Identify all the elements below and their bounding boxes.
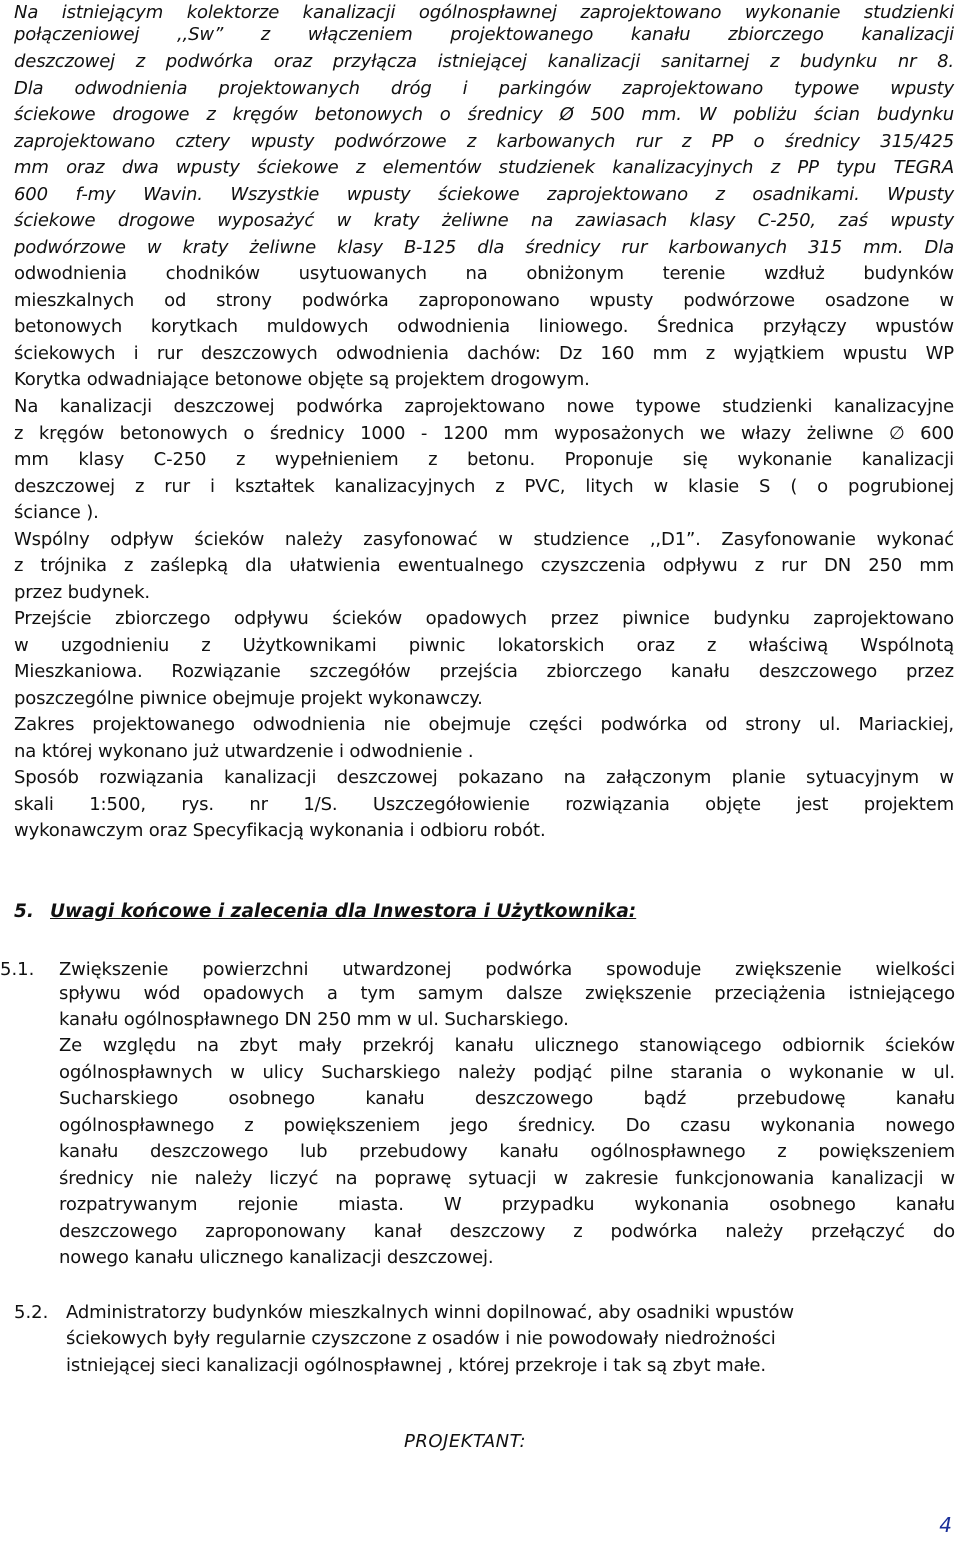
page-number: 4: [939, 1513, 952, 1537]
text-line: Zakres projektowanego odwodnienia nie obejmuje części podwórka od strony ul. Mariackiej,: [14, 714, 954, 735]
text-line: kanału ogólnospławnego DN 250 mm w ul. Sucharskiego.: [59, 1009, 569, 1030]
text-line: deszczowej z podwórka oraz przyłącza istniejącej kanalizacji sanitarnej z budynku nr 8.: [14, 51, 954, 72]
text-line: przez budynek.: [14, 582, 150, 603]
text-line: Wspólny odpływ ścieków należy zasyfonować w studzience ,,D1”. Zasyfonowanie wykonać: [14, 529, 954, 550]
text-line: poszczególne piwnice obejmuje projekt wykonawczy.: [14, 688, 483, 709]
text-line: odwodnienia chodników usytuowanych na obniżonym terenie wzdłuż budynków: [14, 263, 954, 284]
item-number-5-2: 5.2.: [14, 1302, 49, 1323]
text-line: mm klasy C-250 z wypełnieniem z betonu. Proponuje się wykonanie kanalizacji: [14, 449, 954, 470]
text-line: betonowych korytkach muldowych odwodnienia liniowego. Średnica przyłączy wpustów: [14, 316, 954, 337]
signature-label: PROJEKTANT:: [404, 1431, 527, 1452]
text-line: ściance ).: [14, 502, 99, 523]
text-line: Zwiększenie powierzchni utwardzonej podwórka spowoduje zwiększenie wielkości: [59, 959, 955, 980]
text-line: z trójnika z zaślepką dla ułatwienia ewentualnego czyszczenia odpływu z rur DN 250 mm: [14, 555, 954, 576]
text-line: 600 f-my Wavin. Wszystkie wpusty ściekowe zaprojektowano z osadnikami. Wpusty: [14, 184, 954, 205]
text-line: Mieszkaniowa. Rozwiązanie szczegółów przejścia zbiorczego kanału deszczowego przez: [14, 661, 954, 682]
text-line: ściekowych i rur deszczowych odwodnienia dachów: Dz 160 mm z wyjątkiem wpustu WP: [14, 343, 954, 364]
text-line: Ze względu na zbyt mały przekrój kanału ulicznego stanowiącego odbiornik ścieków: [59, 1035, 955, 1056]
section-number: 5.: [14, 901, 34, 922]
text-line: deszczowego zaproponowany kanał deszczowy z podwórka należy przełączyć do: [59, 1221, 955, 1242]
section-title: Uwagi końcowe i zalecenia dla Inwestora i Użytkownika:: [50, 901, 637, 922]
text-line: zaprojektowano cztery wpusty podwórzowe z karbowanych rur z PP o średnicy 315/425: [14, 131, 954, 152]
text-line: mieszkalnych od strony podwórka zaproponowano wpusty podwórzowe osadzone w: [14, 290, 954, 311]
text-line: skali 1:500, rys. nr 1/S. Uszczegółowienie rozwiązania objęte jest projektem: [14, 794, 954, 815]
text-line: ogólnospławnych w ulicy Sucharskiego należy podjąć pilne starania o wykonanie w ul.: [59, 1062, 955, 1083]
text-line: Sucharskiego osobnego kanału deszczowego bądź przebudowę kanału: [59, 1088, 955, 1109]
text-line: spływu wód opadowych a tym samym dalsze zwiększenie przeciążenia istniejącego: [59, 983, 955, 1004]
text-line: podwórzowe w kraty żeliwne klasy B-125 dla średnicy rur karbowanych 315 mm. Dla: [14, 237, 954, 258]
text-line: połączeniowej ,,Sw” z włączeniem projektowanego kanału zbiorczego kanalizacji: [14, 24, 954, 45]
text-line: ściekowe drogowe z kręgów betonowych o średnicy Ø 500 mm. W pobliżu ścian budynku: [14, 104, 954, 125]
text-line: Na kanalizacji deszczowej podwórka zaprojektowano nowe typowe studzienki kanalizacyjne: [14, 396, 954, 417]
text-line: deszczowej z rur i kształtek kanalizacyjnych z PVC, litych w klasie S ( o pogrubionej: [14, 476, 954, 497]
text-line: Sposób rozwiązania kanalizacji deszczowej pokazano na załączonym planie sytuacyjnym w: [14, 767, 954, 788]
text-line: nowego kanału ulicznego kanalizacji deszczowej.: [59, 1247, 494, 1268]
text-line: na której wykonano już utwardzenie i odwodnienie .: [14, 741, 474, 762]
text-line: ściekowe drogowe wyposażyć w kraty żeliwne na zawiasach klasy C-250, zaś wpusty: [14, 210, 954, 231]
text-line: z kręgów betonowych o średnicy 1000 - 1200 mm wyposażonych we włazy żeliwne ∅ 600: [14, 423, 954, 444]
text-line: Dla odwodnienia projektowanych dróg i parkingów zaprojektowano typowe wpusty: [14, 78, 954, 99]
text-line: Przejście zbiorczego odpływu ścieków opadowych przez piwnice budynku zaprojektowano: [14, 608, 954, 629]
text-line: Na istniejącym kolektorze kanalizacji ogólnospławnej zaprojektowano wykonanie studzienki: [14, 2, 954, 23]
text-line: w uzgodnieniu z Użytkownikami piwnic lokatorskich oraz z właściwą Wspólnotą: [14, 635, 954, 656]
text-line: średnicy nie należy liczyć na poprawę sytuacji w zakresie funkcjonowania kanalizacji w: [59, 1168, 955, 1189]
text-line: Administratorzy budynków mieszkalnych winni dopilnować, aby osadniki wpustów: [66, 1302, 794, 1323]
section-heading: [14, 901, 636, 922]
text-line: ściekowych były regularnie czyszczone z osadów i nie powodowały niedrożności: [66, 1328, 776, 1349]
text-line: wykonawczym oraz Specyfikacją wykonania i odbioru robót.: [14, 820, 546, 841]
item-number-5-1: 5.1.: [0, 959, 35, 980]
text-line: rozpatrywanym rejonie miasta. W przypadku wykonania osobnego kanału: [59, 1194, 955, 1215]
text-line: Korytka odwadniające betonowe objęte są projektem drogowym.: [14, 369, 590, 390]
text-line: ogólnospławnego z powiększeniem jego średnicy. Do czasu wykonania nowego: [59, 1115, 955, 1136]
text-line: istniejącej sieci kanalizacji ogólnospławnej , której przekroje i tak są zbyt małe.: [66, 1355, 766, 1376]
text-line: mm oraz dwa wpusty ściekowe z elementów studzienek kanalizacyjnych z PP typu TEGRA: [14, 157, 954, 178]
text-line: kanału deszczowego lub przebudowy kanału ogólnospławnego z powiększeniem: [59, 1141, 955, 1162]
